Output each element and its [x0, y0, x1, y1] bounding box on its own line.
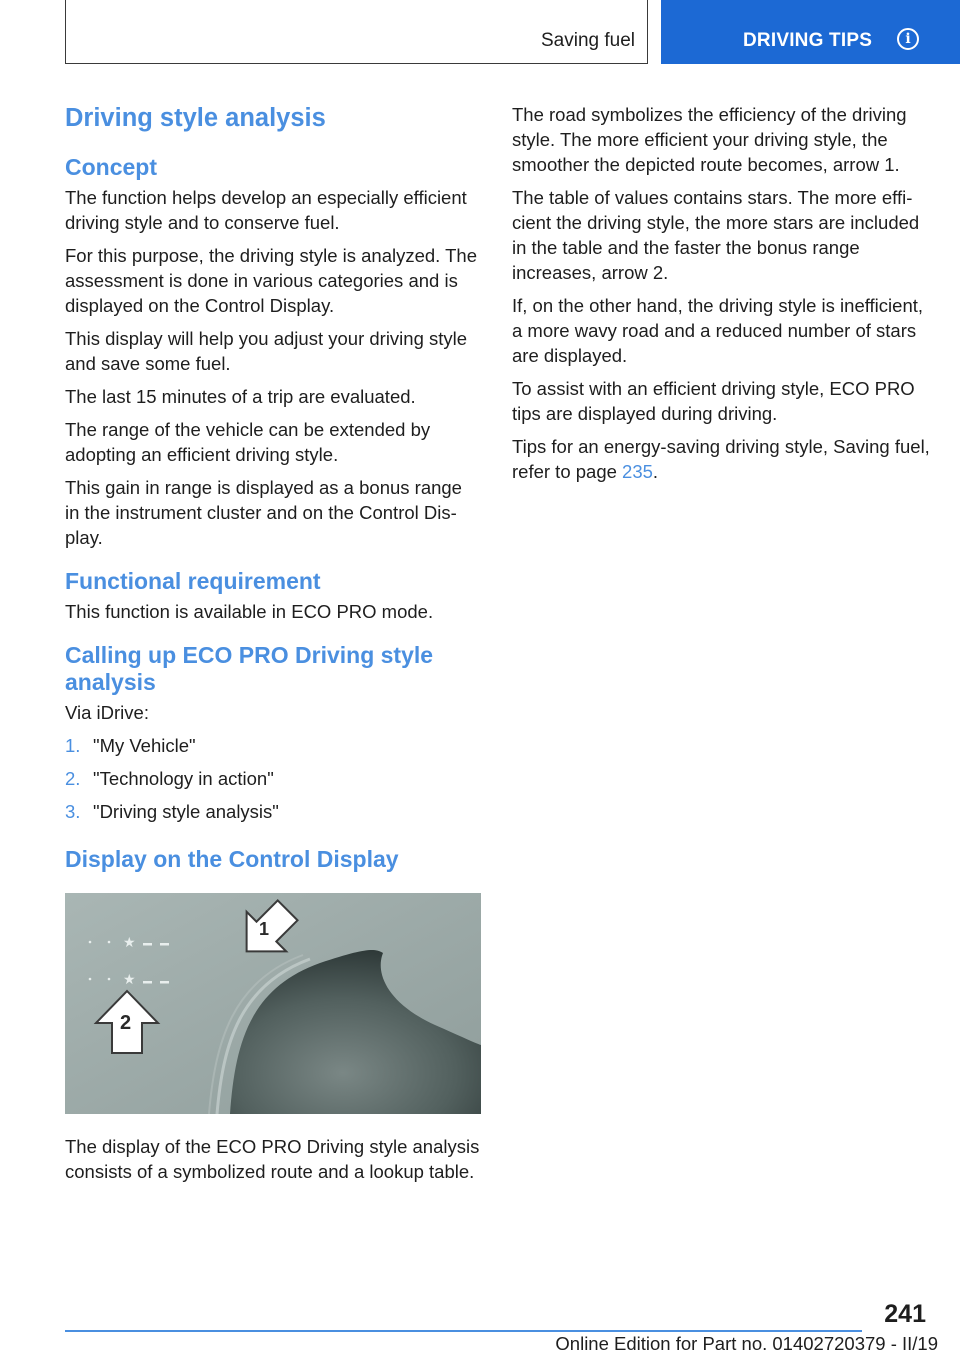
requirement-paragraph: This function is available in ECO PRO mode. — [65, 601, 434, 622]
calling-up-intro: Via iDrive: — [65, 702, 149, 723]
step-number: 3. — [65, 801, 81, 822]
step-number: 1. — [65, 735, 81, 756]
page-link[interactable]: 235 — [622, 461, 653, 482]
eco-pro-tips-paragraph: To assist with an efficient driving style, ECO PRO tips are displayed during driving. — [512, 378, 915, 424]
saving-fuel-reference — [512, 434, 930, 484]
right-column — [512, 102, 930, 492]
svg-text:★: ★ — [123, 972, 136, 988]
concept-paragraph-1: The function helps develop an especially efficient driving style and to conserve fuel. — [65, 187, 467, 233]
page-title: Driving style analysis — [65, 104, 326, 132]
step-item — [65, 766, 481, 791]
step-text: "My Vehicle" — [93, 735, 196, 756]
concept-paragraph-6: This gain in range is displayed as a bonus range in the instrument cluster and on the Control Display. — [65, 477, 462, 548]
figure-caption: The display of the ECO PRO Driving style analysis consists of a symbolized route and a lookup table. — [65, 1136, 480, 1182]
step-item — [65, 799, 481, 824]
step-list — [65, 733, 481, 824]
concept-heading: Concept — [65, 154, 157, 180]
edition-info: Online Edition for Part no. 01402720379 - II/19 — [555, 1333, 938, 1354]
reference-text: Tips for an energy-saving driving style, Saving fuel, refer to page — [512, 436, 930, 482]
step-text: "Technology in action" — [93, 768, 274, 789]
reference-end: . — [652, 461, 659, 482]
step-number: 2. — [65, 768, 81, 789]
driving-style-illustration — [65, 893, 481, 1114]
calling-up-heading: Calling up ECO PRO Driving style analysis — [65, 642, 434, 695]
stars-paragraph: The table of values contains stars. The more efficient the driving style, the more stars are included in the table and the faster the bonus range increases, arrow 2. — [512, 187, 920, 283]
arrow-1-label: 1 — [259, 919, 270, 939]
inefficient-paragraph: If, on the other hand, the driving style is inefficient, a more wavy road and a reduced number of stars are displayed. — [512, 295, 924, 366]
footer-divider — [65, 1330, 862, 1332]
svg-text:★: ★ — [123, 935, 136, 951]
step-item — [65, 733, 481, 758]
info-icon: i — [897, 28, 919, 50]
chapter-tab-label: DRIVING TIPS — [743, 30, 873, 51]
concept-paragraph-2: For this purpose, the driving style is analyzed. The assessment is done in various categories and is displayed on the Control Display. — [65, 245, 478, 316]
concept-paragraph-4: The last 15 minutes of a trip are evaluated. — [65, 386, 416, 407]
display-heading: Display on the Control Display — [65, 846, 399, 872]
page-number: 241 — [884, 1300, 926, 1328]
left-column — [65, 102, 481, 1192]
requirement-heading: Functional requirement — [65, 568, 321, 594]
concept-paragraph-5: The range of the vehicle can be extended by adopting an efficient driving style. — [65, 419, 431, 465]
road-paragraph: The road symbolizes the efficiency of the driving style. The more efficient your driving style, the smoother the depicted route becomes, arrow 1. — [512, 104, 907, 175]
arrow-2-label: 2 — [120, 1012, 132, 1034]
step-text: "Driving style analysis" — [93, 801, 279, 822]
section-title: Saving fuel — [540, 30, 635, 51]
chapter-tab[interactable] — [661, 0, 960, 64]
concept-paragraph-3: This display will help you adjust your driving style and save some fuel. — [65, 328, 468, 374]
